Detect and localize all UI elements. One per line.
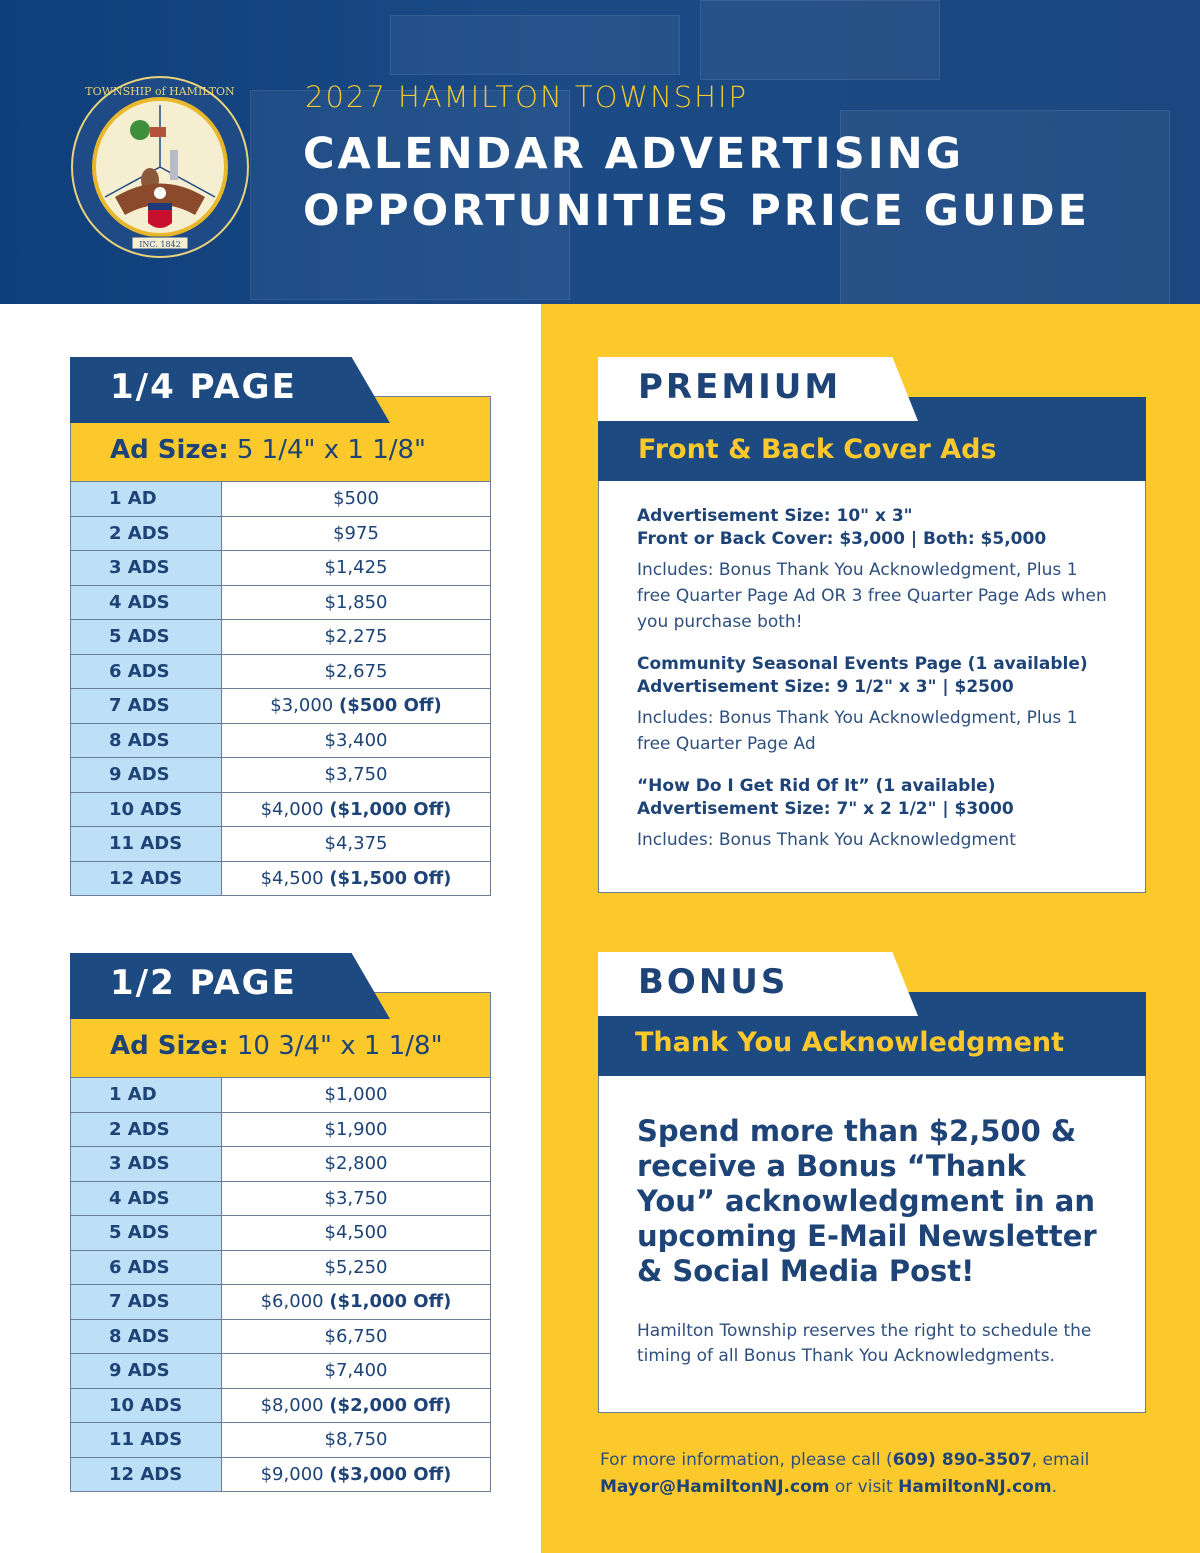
table-row (71, 1181, 491, 1216)
ad-quantity: 3 ADS (71, 551, 222, 586)
ad-quantity: 8 ADS (71, 723, 222, 758)
price-value: $500 (333, 488, 379, 510)
table-row (71, 861, 491, 896)
table-row (71, 1423, 491, 1458)
bonus-headline: Spend more than $2,500 & receive a Bonus “Thank You” acknowledgment in an upcoming E-Mail Newsletter & Social Media Post! (637, 1114, 1097, 1288)
price-value: $8,000 (260, 1394, 324, 1416)
ad-price (222, 827, 491, 862)
ad-quantity: 10 ADS (71, 792, 222, 827)
table-row (71, 654, 491, 689)
price-value: $4,500 (260, 867, 324, 889)
ad-price (222, 1216, 491, 1251)
title-line-2: OPPORTUNITIES PRICE GUIDE (303, 186, 1090, 236)
price-value: $1,000 (324, 1084, 388, 1106)
table-row (71, 1147, 491, 1182)
table-row (71, 723, 491, 758)
price-value: $2,275 (324, 626, 388, 648)
ad-price (222, 723, 491, 758)
premium-tab-label: PREMIUM (638, 367, 842, 407)
ad-quantity: 4 ADS (71, 585, 222, 620)
price-value: $3,400 (324, 729, 388, 751)
ad-quantity: 4 ADS (71, 1181, 222, 1216)
ad-quantity: 7 ADS (71, 1285, 222, 1320)
ad-quantity: 2 ADS (71, 516, 222, 551)
ad-quantity: 9 ADS (71, 1354, 222, 1389)
table-row (71, 689, 491, 724)
ad-quantity: 7 ADS (71, 689, 222, 724)
table-row (71, 620, 491, 655)
background-photo (700, 0, 940, 80)
price-value: $3,750 (324, 1187, 388, 1209)
quarter-page-ad-size: Ad Size: 5 1/4" x 1 1/8" (110, 435, 426, 465)
ad-price (222, 654, 491, 689)
discount-badge: ($1,500 Off) (329, 867, 452, 889)
ad-price (222, 1354, 491, 1389)
discount-badge: ($2,000 Off) (329, 1394, 452, 1416)
ad-quantity: 12 ADS (71, 1457, 222, 1492)
svg-text:TOWNSHIP of HAMILTON: TOWNSHIP of HAMILTON (85, 85, 235, 98)
ad-price (222, 1250, 491, 1285)
ad-price (222, 1319, 491, 1354)
price-value: $4,375 (324, 833, 388, 855)
price-value: $1,425 (324, 557, 388, 579)
ad-quantity: 11 ADS (71, 827, 222, 862)
ad-price (222, 1181, 491, 1216)
table-row (71, 551, 491, 586)
website-link[interactable]: HamiltonNJ.com (898, 1477, 1052, 1497)
price-value: $2,675 (324, 660, 388, 682)
ad-quantity: 2 ADS (71, 1112, 222, 1147)
page-title (303, 126, 1090, 240)
price-value: $3,750 (324, 764, 388, 786)
ad-price (222, 1112, 491, 1147)
table-row (71, 1250, 491, 1285)
quarter-page-title: 1/4 PAGE (110, 367, 297, 407)
table-row (71, 482, 491, 517)
table-row (71, 827, 491, 862)
table-row (71, 1216, 491, 1251)
price-value: $3,000 (270, 695, 334, 717)
table-row (71, 1354, 491, 1389)
price-value: $5,250 (324, 1256, 388, 1278)
ad-price (222, 792, 491, 827)
premium-body (598, 481, 1146, 893)
bonus-tab-label: BONUS (638, 962, 789, 1002)
price-value: $6,000 (260, 1291, 324, 1313)
background-calendar-collage (390, 15, 680, 75)
half-page-price-table (70, 1077, 491, 1492)
ad-price (222, 689, 491, 724)
quarter-page-price-table (70, 481, 491, 896)
ad-price (222, 1423, 491, 1458)
ad-quantity: 5 ADS (71, 1216, 222, 1251)
contact-footer: For more information, please call (609) 890-3507, email Mayor@HamiltonNJ.com or visit HamiltonNJ.com. (600, 1450, 1090, 1497)
table-row (71, 585, 491, 620)
township-seal-icon (70, 75, 250, 260)
table-row (71, 1285, 491, 1320)
table-row (71, 758, 491, 793)
table-row (71, 1319, 491, 1354)
half-page-title: 1/2 PAGE (110, 963, 297, 1003)
ad-quantity: 12 ADS (71, 861, 222, 896)
ad-price (222, 1147, 491, 1182)
ad-price (222, 516, 491, 551)
bonus-bar-label: Thank You Acknowledgment (635, 1027, 1065, 1058)
ad-quantity: 1 AD (71, 1078, 222, 1113)
ad-price (222, 1457, 491, 1492)
ad-price (222, 1388, 491, 1423)
price-value: $2,800 (324, 1153, 388, 1175)
discount-badge: ($3,000 Off) (329, 1463, 452, 1485)
svg-text:INC. 1842: INC. 1842 (139, 240, 181, 249)
ad-quantity: 11 ADS (71, 1423, 222, 1458)
ad-price (222, 1078, 491, 1113)
ad-quantity: 8 ADS (71, 1319, 222, 1354)
premium-block-get-rid-of-it: “How Do I Get Rid Of It” (1 available) Advertisement Size: 7" x 2 1/2" | $3000 Includes: Bonus Thank You Acknowledgment (637, 776, 1016, 850)
email-link[interactable]: Mayor@HamiltonNJ.com (600, 1477, 830, 1497)
ad-price (222, 585, 491, 620)
table-row (71, 516, 491, 551)
ad-quantity: 6 ADS (71, 654, 222, 689)
premium-block-front-back: Advertisement Size: 10" x 3" Front or Back Cover: $3,000 | Both: $5,000 Includes: Bonus Thank You Acknowledgment, Plus 1 free Quarter Page Ad OR 3 free Quarter Page Ads when you purchase both! (637, 506, 1107, 632)
table-row (71, 1078, 491, 1113)
header-banner (0, 0, 1200, 304)
ad-quantity: 10 ADS (71, 1388, 222, 1423)
table-row (71, 1457, 491, 1492)
table-row (71, 792, 491, 827)
discount-badge: ($500 Off) (339, 695, 442, 717)
half-page-ad-size: Ad Size: 10 3/4" x 1 1/8" (110, 1031, 443, 1061)
ad-price (222, 758, 491, 793)
premium-block-seasonal-events: Community Seasonal Events Page (1 available) Advertisement Size: 9 1/2" x 3" | $2500 Includes: Bonus Thank You Acknowledgment, Plus 1 free Quarter Page Ad (637, 654, 1088, 754)
ad-price (222, 482, 491, 517)
price-value: $6,750 (324, 1325, 388, 1347)
table-row (71, 1112, 491, 1147)
ad-quantity: 1 AD (71, 482, 222, 517)
price-value: $7,400 (324, 1360, 388, 1382)
ad-price (222, 1285, 491, 1320)
ad-price (222, 861, 491, 896)
phone-number[interactable]: 609) 890-3507 (892, 1450, 1032, 1470)
price-value: $1,850 (324, 591, 388, 613)
ad-quantity: 3 ADS (71, 1147, 222, 1182)
price-value: $1,900 (324, 1118, 388, 1140)
price-value: $4,000 (260, 798, 324, 820)
discount-badge: ($1,000 Off) (329, 1291, 452, 1313)
ad-quantity: 6 ADS (71, 1250, 222, 1285)
title-line-1: CALENDAR ADVERTISING (303, 129, 965, 179)
ad-quantity: 9 ADS (71, 758, 222, 793)
bonus-body (598, 1076, 1146, 1413)
price-value: $8,750 (324, 1429, 388, 1451)
ad-price (222, 551, 491, 586)
ad-price (222, 620, 491, 655)
price-value: $975 (333, 522, 379, 544)
price-value: $9,000 (260, 1463, 324, 1485)
header-subtitle: 2027 HAMILTON TOWNSHIP (305, 80, 749, 114)
bonus-note: Hamilton Township reserves the right to schedule the timing of all Bonus Thank You Acknowledgments. (637, 1321, 1092, 1366)
premium-bar-label: Front & Back Cover Ads (638, 434, 997, 465)
ad-quantity: 5 ADS (71, 620, 222, 655)
price-value: $4,500 (324, 1222, 388, 1244)
discount-badge: ($1,000 Off) (329, 798, 452, 820)
table-row (71, 1388, 491, 1423)
